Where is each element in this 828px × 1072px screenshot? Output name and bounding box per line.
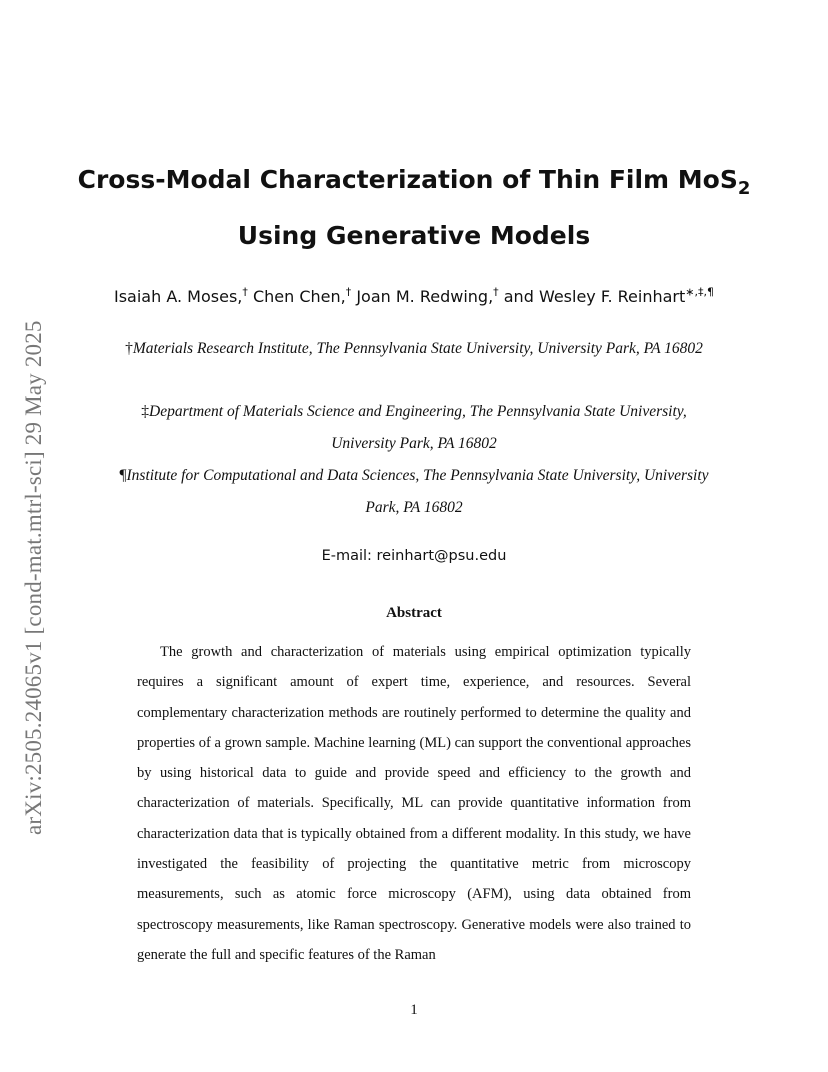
paper-title: [60, 152, 768, 264]
author: [356, 287, 498, 306]
contact-email: E-mail: reinhart@psu.edu: [321, 548, 507, 564]
affiliation: [108, 396, 720, 460]
author-affiliation-marks: †: [493, 285, 499, 299]
arxiv-identifier-sidebar: arXiv:2505.24065v1 [cond-mat.mtrl-sci] 29 May 2025: [21, 320, 46, 835]
affiliation-text: Materials Research Institute, The Pennsylvania State University, University Park, PA 16802: [132, 340, 703, 357]
author: [504, 287, 714, 306]
author-name: and Wesley F. Reinhart: [503, 287, 686, 306]
affiliation-text: Department of Materials Science and Engineering, The Pennsylvania State University, University Park, PA 16802: [149, 403, 687, 452]
author-affiliation-marks: ∗,‡,¶: [685, 285, 714, 299]
author-affiliation-marks: †: [345, 285, 352, 299]
title-line-2: Using Generative Models: [237, 221, 591, 250]
author-name: Isaiah A. Moses,: [114, 287, 243, 306]
title-subscript: 2: [737, 178, 751, 199]
affiliation-mark: †: [125, 340, 133, 357]
author: [114, 287, 248, 306]
abstract-heading: Abstract: [386, 605, 442, 621]
page-number: 1: [410, 1002, 418, 1018]
affiliation-mark: ¶: [119, 467, 127, 484]
author-name: Joan M. Redwing,: [356, 287, 494, 306]
affiliation: [108, 460, 720, 524]
author-affiliation-marks: †: [242, 285, 248, 299]
title-line-1-text: Cross-Modal Characterization of Thin Film MoS: [77, 165, 738, 194]
abstract-body: The growth and characterization of materials using empirical optimization typically requires a significant amount of expert time, experience, and resources. Several complementary characterization methods are routinely performed to determine the quality and properties of a grown sample. Machine learning (ML) can support the conventional approaches by using historical data to guide and provide speed and efficiency to the growth and characterization of materials. Specifically, ML can provide quantitative information from characterization data that is typically obtained from a different modality. In this study, we have investigated the feasibility of projecting the quantitative metric from microscopy measurements, such as atomic force microscopy (AFM), using data obtained from spectroscopy measurements, like Raman spectroscopy. Generative models were also trained to generate the full and specific features of the Raman: [137, 644, 691, 963]
affiliation-text: Institute for Computational and Data Sciences, The Pennsylvania State University, University Park, PA 16802: [126, 467, 709, 516]
affiliation: [100, 333, 728, 365]
title-line-1: [60, 152, 768, 208]
affiliation-mark: ‡: [141, 403, 150, 420]
author-name: Chen Chen,: [252, 287, 346, 306]
author-list: [60, 284, 768, 310]
author: [253, 287, 351, 306]
